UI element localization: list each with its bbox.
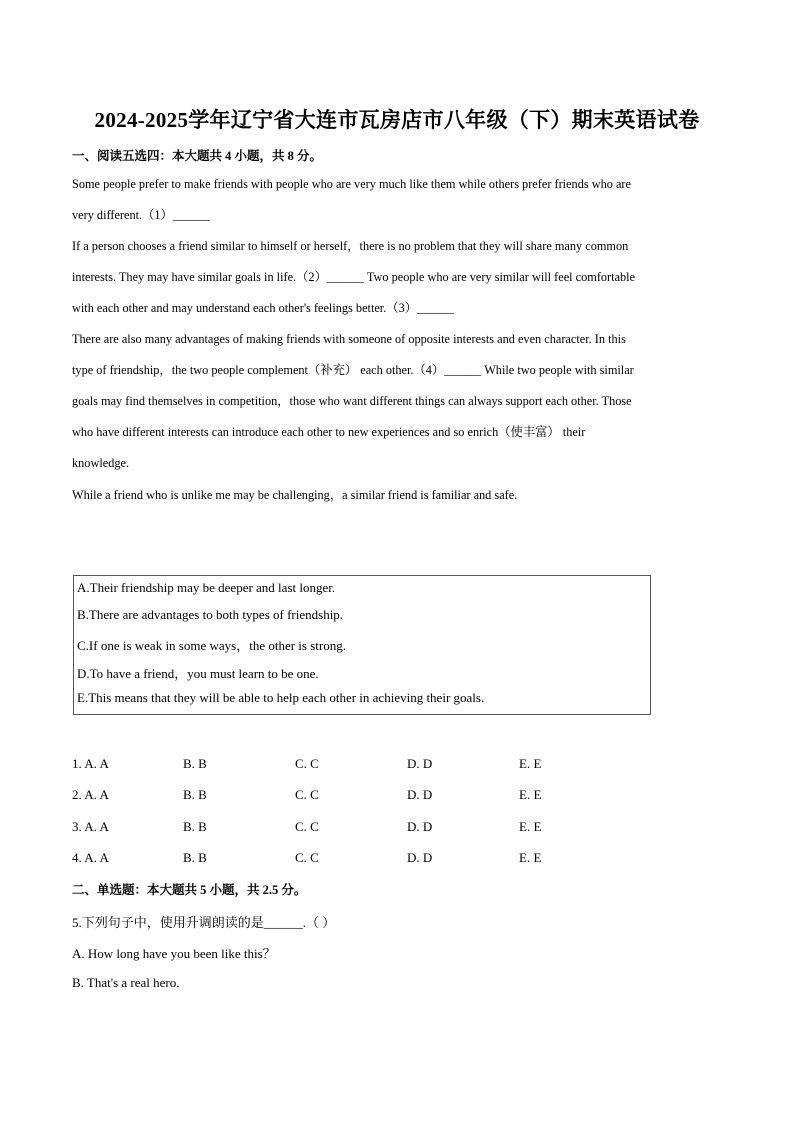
question-number-choice-a[interactable]: 1. A. A xyxy=(72,756,109,771)
question-number-choice-a[interactable]: 4. A. A xyxy=(72,850,109,865)
question-number-choice-a[interactable]: 2. A. A xyxy=(72,787,109,802)
passage-paragraph-1 xyxy=(72,169,720,231)
question-row-3 xyxy=(72,819,632,839)
option-b: B.There are advantages to both types of friendship. xyxy=(77,607,344,622)
question-row-1 xyxy=(72,756,632,776)
passage-line: very different.（1）______ xyxy=(72,208,210,223)
question-5-option-a[interactable]: A. How long have you been like this？ xyxy=(72,946,276,961)
options-box xyxy=(73,575,651,715)
option-d: D.To have a friend，you must learn to be one. xyxy=(77,666,319,681)
choice-c[interactable]: C. C xyxy=(295,850,319,865)
passage-line: knowledge. xyxy=(72,456,130,471)
option-c: C.If one is weak in some ways，the other is strong. xyxy=(77,638,346,653)
choice-c[interactable]: C. C xyxy=(295,819,319,834)
exam-title: 2024-2025学年辽宁省大连市瓦房店市八年级（下）期末英语试卷 xyxy=(94,108,700,132)
passage-line: While a friend who is unlike me may be challenging，a similar friend is familiar and safe. xyxy=(72,488,518,502)
passage-line: with each other and may understand each other's feelings better.（3）______ xyxy=(72,301,454,316)
choice-e[interactable]: E. E xyxy=(519,819,542,834)
passage-line: goals may find themselves in competition，those who want different things can always support each other. Those xyxy=(72,394,632,409)
section-1-heading: 一、阅读五选四：本大题共 4 小题，共 8 分。 xyxy=(72,149,323,163)
choice-e[interactable]: E. E xyxy=(519,850,542,865)
passage-line: If a person chooses a friend similar to himself or herself，there is no problem that they will share many common xyxy=(72,239,629,253)
option-e: E.This means that they will be able to help each other in achieving their goals. xyxy=(77,690,485,705)
choice-c[interactable]: C. C xyxy=(295,787,319,802)
choice-e[interactable]: E. E xyxy=(519,756,542,771)
choice-c[interactable]: C. C xyxy=(295,756,319,771)
choice-b[interactable]: B. B xyxy=(183,850,207,865)
choice-b[interactable]: B. B xyxy=(183,787,207,802)
passage-line: There are also many advantages of making friends with someone of opposite interests and even character. In this xyxy=(72,332,626,346)
passage-line: who have different interests can introduce each other to new experiences and so enrich（使丰富） their xyxy=(72,425,586,440)
section-2-heading: 二、单选题：本大题共 5 小题，共 2.5 分。 xyxy=(72,883,307,897)
option-a: A.Their friendship may be deeper and last longer. xyxy=(77,580,336,595)
passage-paragraph-4 xyxy=(72,480,720,511)
question-row-4 xyxy=(72,850,632,870)
passage-paragraph-3 xyxy=(72,324,720,479)
question-5-option-b[interactable]: B. That's a real hero. xyxy=(72,975,180,990)
question-row-2 xyxy=(72,787,632,807)
passage-paragraph-2 xyxy=(72,231,720,324)
choice-b[interactable]: B. B xyxy=(183,756,207,771)
passage-line: interests. They may have similar goals in life.（2）______ Two people who are very similar will feel comfortable xyxy=(72,270,636,285)
question-number-choice-a[interactable]: 3. A. A xyxy=(72,819,109,834)
choice-d[interactable]: D. D xyxy=(407,850,433,865)
passage-line: Some people prefer to make friends with people who are very much like them while others prefer friends who are xyxy=(72,177,631,191)
passage-line: type of friendship，the two people complement（补充） each other.（4）______ While two people with similar xyxy=(72,363,634,378)
choice-b[interactable]: B. B xyxy=(183,819,207,834)
choice-d[interactable]: D. D xyxy=(407,756,433,771)
choice-d[interactable]: D. D xyxy=(407,787,433,802)
choice-e[interactable]: E. E xyxy=(519,787,542,802)
question-5-stem: 5.下列句子中，使用升调朗读的是______.（ ） xyxy=(72,915,336,930)
choice-d[interactable]: D. D xyxy=(407,819,433,834)
